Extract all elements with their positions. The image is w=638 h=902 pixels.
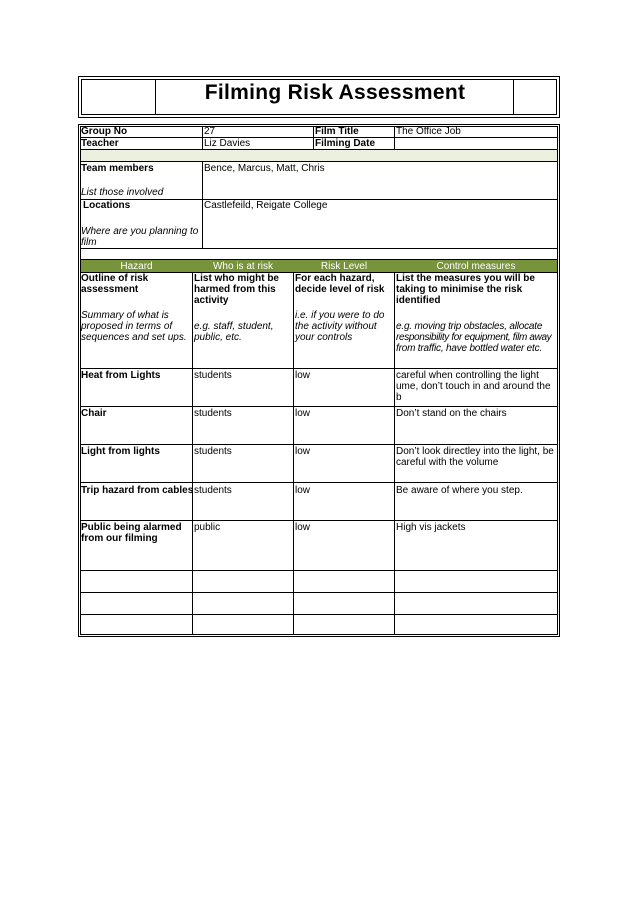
guide-who-bold: activity (194, 295, 229, 306)
row-hazard: Trip hazard from cables (81, 485, 194, 496)
page-title: Filming Risk Assessment (204, 81, 466, 104)
row-control: Be aware of where you step. (396, 485, 523, 496)
row-control: Don’t stand on the chairs (396, 408, 507, 419)
guide-control-bold: taking to minimise the risk (396, 284, 523, 295)
row-line (81, 161, 557, 162)
row-who: students (194, 446, 232, 457)
guide-who-bold: harmed from this (194, 284, 276, 295)
header-hazard: Hazard (120, 261, 153, 272)
row-line (81, 482, 557, 483)
col-line (202, 126, 203, 149)
row-who: students (194, 408, 232, 419)
guide-who-italic: public, etc. (194, 332, 242, 343)
row-line (81, 520, 557, 521)
row-who: students (194, 370, 232, 381)
row-who: students (194, 485, 232, 496)
row-control: b (396, 392, 402, 403)
row-control: ume, don’t touch in and around the (396, 381, 551, 392)
col-line (313, 126, 314, 149)
row-risk: low (295, 522, 311, 533)
team-members-hint: List those involved (81, 187, 164, 198)
row-line (81, 406, 557, 407)
guide-hazard-italic: Summary of what is (81, 310, 169, 321)
teacher-label: Teacher (81, 138, 119, 149)
row-risk: low (295, 370, 311, 381)
guide-control-italic: e.g. moving trip obstacles, allocate (396, 321, 543, 332)
row-hazard: Public being alarmed (81, 522, 182, 533)
row-risk: low (295, 446, 311, 457)
guide-risk-italic: i.e. if you were to do (295, 310, 385, 321)
film-title-label: Film Title (315, 126, 359, 137)
row-hazard: from our filming (81, 533, 158, 544)
row-control: Don’t look directley into the light, be (396, 446, 554, 457)
guide-who-italic: e.g. staff, student, (194, 321, 274, 332)
film-title-value: The Office Job (396, 126, 461, 137)
col-line (192, 272, 193, 635)
header-who: Who is at risk (212, 261, 273, 272)
locations-hint-line2: film (81, 237, 97, 248)
group-no-value: 27 (204, 126, 216, 137)
row-control: High vis jackets (396, 522, 466, 533)
guide-risk-italic: the activity without (295, 321, 377, 332)
row-hazard: Heat from Lights (81, 370, 161, 381)
title-divider-left (155, 79, 156, 115)
row-line (81, 444, 557, 445)
guide-control-bold: List the measures you will be (396, 273, 535, 284)
col-line (293, 272, 294, 635)
guide-control-italic: responsibility for equipment, film away (396, 332, 552, 343)
guide-hazard-italic: proposed in terms of (81, 321, 173, 332)
team-members-value: Bence, Marcus, Matt, Chris (204, 163, 325, 174)
header-control: Control measures (436, 261, 516, 272)
row-risk: low (295, 485, 311, 496)
team-members-label: Team members (81, 163, 154, 174)
guide-risk-bold: decide level of risk (295, 284, 385, 295)
col-line (202, 161, 203, 248)
filming-date-label: Filming Date (315, 138, 376, 149)
row-line (81, 614, 557, 615)
row-control: careful when controlling the light (396, 370, 539, 381)
guide-risk-italic: your controls (295, 332, 353, 343)
row-who: public (194, 522, 221, 533)
teacher-value: Liz Davies (204, 138, 251, 149)
col-line (394, 126, 395, 149)
header-risk-level: Risk Level (320, 261, 368, 272)
title-divider-right (513, 79, 514, 115)
row-line (81, 248, 557, 249)
guide-control-bold: identified (396, 295, 441, 306)
row-control: careful with the volume (396, 457, 499, 468)
row-line (81, 368, 557, 369)
guide-hazard-bold: Outline of risk (81, 273, 149, 284)
row-line (81, 259, 557, 260)
guide-hazard-bold: assessment (81, 284, 139, 295)
locations-label: Locations (83, 200, 131, 211)
row-line (81, 592, 557, 593)
locations-hint-line1: Where are you planning to (81, 226, 199, 237)
guide-who-bold: List who might be (194, 273, 279, 284)
col-line (394, 272, 395, 635)
guide-hazard-italic: sequences and set ups. (81, 332, 187, 343)
separator-band (81, 150, 557, 161)
guide-control-italic: from traffic, have bottled water etc. (396, 343, 542, 354)
row-line (81, 570, 557, 571)
row-hazard: Light from lights (81, 446, 160, 457)
row-risk: low (295, 408, 311, 419)
locations-value: Castlefeild, Reigate College (204, 200, 328, 211)
group-no-label: Group No (81, 126, 128, 137)
guide-risk-bold: For each hazard, (295, 273, 375, 284)
row-hazard: Chair (81, 408, 107, 419)
